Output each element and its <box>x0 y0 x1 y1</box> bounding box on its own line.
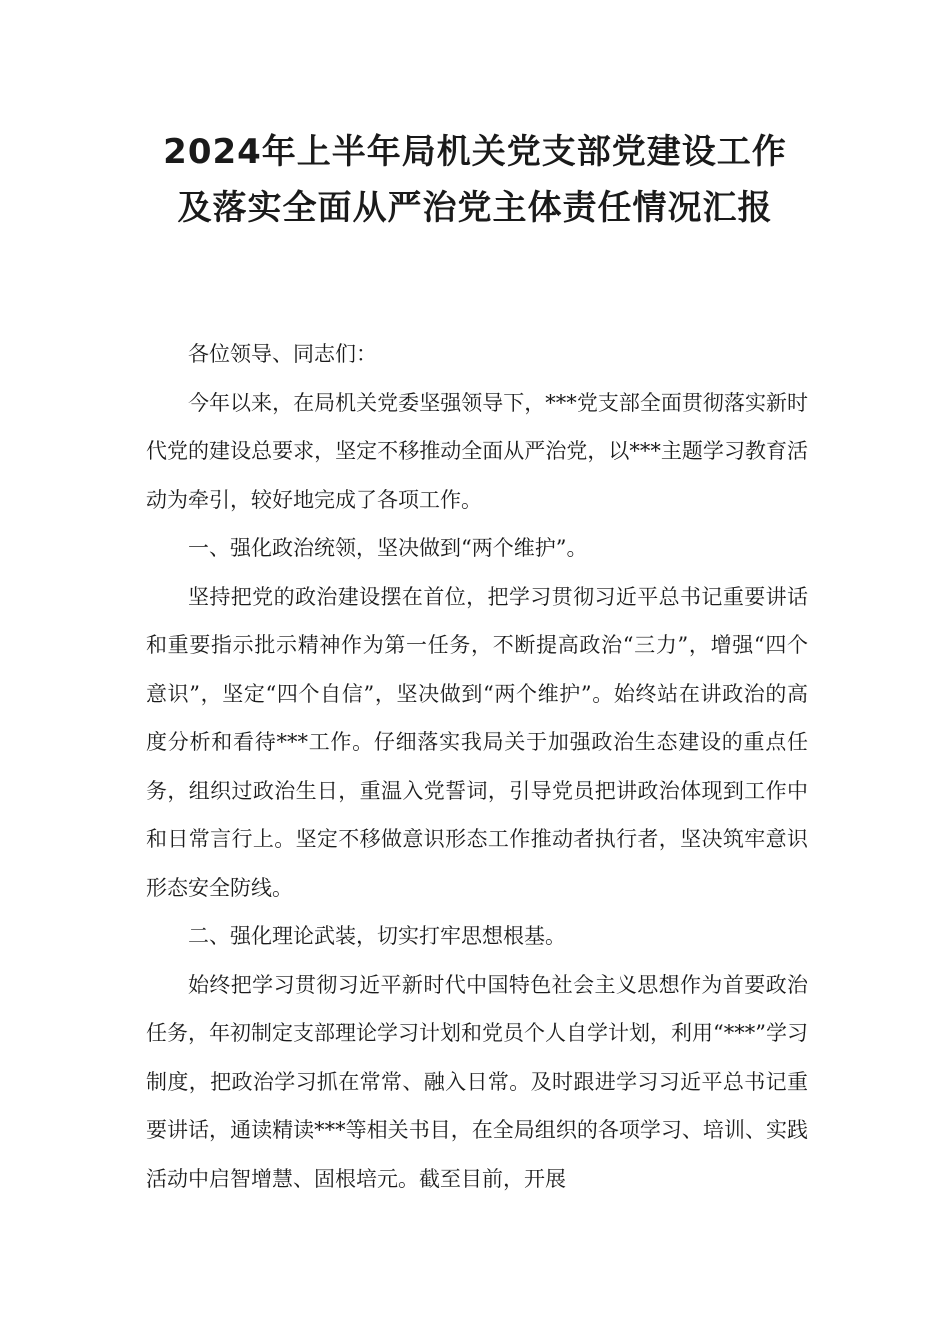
intro-paragraph: 今年以来，在局机关党委坚强领导下，***党支部全面贯彻落实新时代党的建设总要求，坚定不移推动全面从严治党，以***主题学习教育活动为牵引，较好地完成了各项工作。 <box>146 390 808 512</box>
document-body <box>146 330 808 1203</box>
section-paragraph-2: 始终把学习贯彻习近平新时代中国特色社会主义思想作为首要政治任务，年初制定支部理论学习计划和党员个人自学计划，利用“***”学习制度，把政治学习抓在常常、融入日常。及时跟进学习习近平总书记重要讲话，通读精读***等相关书目，在全局组织的各项学习、培训、实践活动中启智增慧、固根培元。截至目前，开展 <box>146 972 808 1191</box>
title-line-1: 2024年上半年局机关党支部党建设工作 <box>163 132 787 172</box>
title-line-2: 及落实全面从严治党主体责任情况汇报 <box>177 188 773 228</box>
section-paragraph-1: 坚持把党的政治建设摆在首位，把学习贯彻习近平总书记重要讲话和重要指示批示精神作为第一任务，不断提高政治“三力”，增强“四个意识”，坚定“四个自信”，坚决做到“两个维护”。始终站在讲政治的高度分析和看待***工作。仔细落实我局关于加强政治生态建设的重点任务，组织过政治生日，重温入党誓词，引导党员把讲政治体现到工作中和日常言行上。坚定不移做意识形态工作推动者执行者，坚决筑牢意识形态安全防线。 <box>146 584 808 900</box>
section-heading-2: 二、强化理论武装，切实打牢思想根基。 <box>188 924 566 948</box>
document-title <box>60 124 890 236</box>
salutation: 各位领导、同志们： <box>188 342 377 366</box>
section-heading-1: 一、强化政治统领，坚决做到“两个维护”。 <box>188 536 588 560</box>
